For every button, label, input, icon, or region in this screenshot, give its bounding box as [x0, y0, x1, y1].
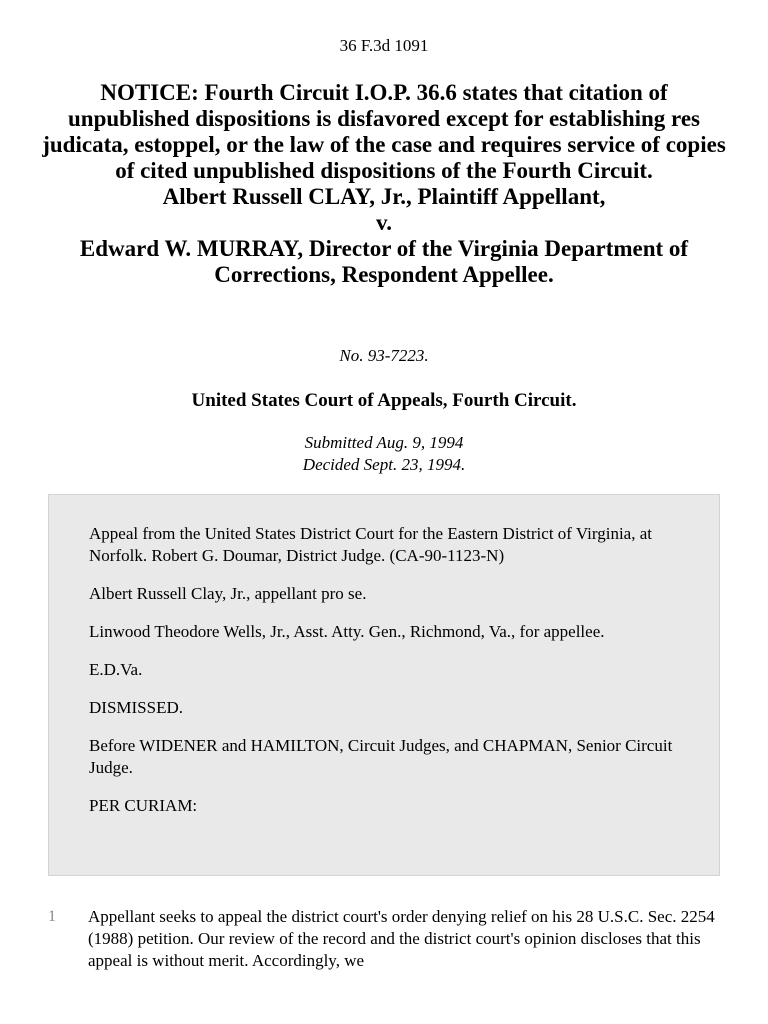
notice-text: NOTICE: Fourth Circuit I.O.P. 36.6 states that citation of unpublished dispositions is disfavored except for establishing res judicata, estoppel, or the law of the case and requires service of copies of cited unpublished dispositions of the Fourth Circuit.: [42, 80, 726, 183]
appellee-counsel: Linwood Theodore Wells, Jr., Asst. Atty. Gen., Richmond, Va., for appellee.: [89, 622, 605, 641]
respondent-line: Edward W. MURRAY, Director of the Virginia Department of Corrections, Respondent Appellee.: [79, 236, 689, 287]
decision-dates: [0, 432, 768, 476]
plaintiff-line: Albert Russell CLAY, Jr., Plaintiff Appellant,: [162, 184, 606, 209]
headnote-box: [48, 494, 720, 876]
paragraph-text: Appellant seeks to appeal the district court's order denying relief on his 28 U.S.C. Sec. 2254 (1988) petition. Our review of the record and the district court's opinion discloses that this appeal is without merit. Accordingly, we: [88, 907, 715, 970]
citation: 36 F.3d 1091: [339, 36, 429, 55]
disposition: DISMISSED.: [89, 698, 183, 717]
decided-date: Decided Sept. 23, 1994.: [302, 455, 466, 474]
lower-court: E.D.Va.: [89, 660, 143, 679]
opinion-paragraph: [48, 906, 720, 972]
case-title: [40, 80, 728, 288]
opinion-by: PER CURIAM:: [89, 796, 198, 815]
paragraph-number: 1: [48, 908, 56, 925]
versus-line: v.: [376, 210, 392, 235]
appellant-counsel: Albert Russell Clay, Jr., appellant pro se.: [89, 584, 367, 603]
docket-number: No. 93-7223.: [339, 346, 429, 365]
court-name: United States Court of Appeals, Fourth Circuit.: [191, 390, 577, 411]
submitted-date: Submitted Aug. 9, 1994: [304, 433, 464, 452]
appeal-from: Appeal from the United States District Court for the Eastern District of Virginia, at Norfolk. Robert G. Doumar, District Judge. (CA-90-1123-N): [89, 524, 653, 565]
panel: Before WIDENER and HAMILTON, Circuit Judges, and CHAPMAN, Senior Circuit Judge.: [89, 736, 673, 777]
